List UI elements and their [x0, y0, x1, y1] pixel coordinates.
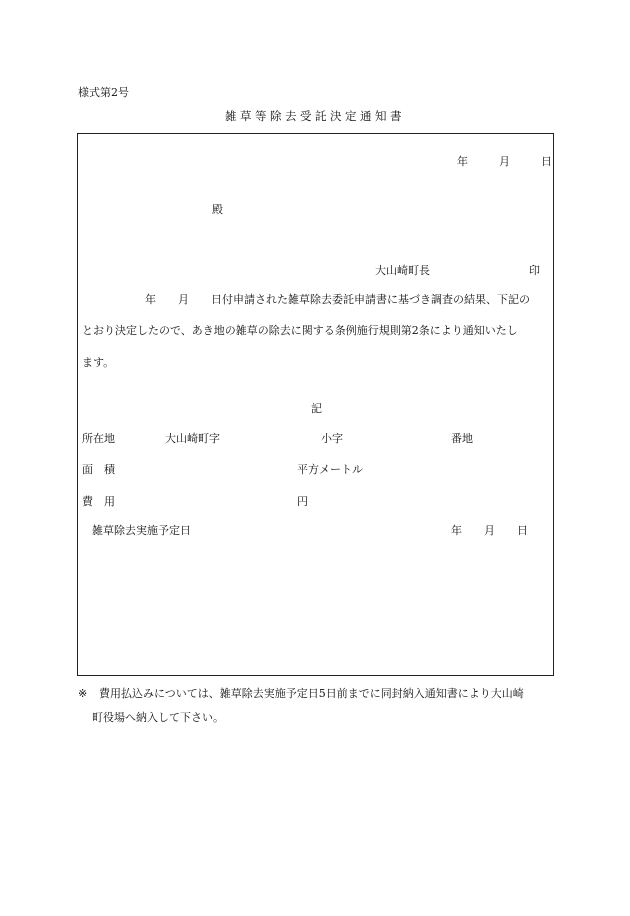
- issue-date-year: 年: [457, 155, 468, 168]
- location-koaza: 小字: [321, 432, 343, 445]
- location-banchi: 番地: [451, 432, 473, 445]
- body-text-line-2: とおり決定したので、あき地の雑草の除去に関する条例施行規則第2条により通知いたし: [82, 324, 518, 337]
- note-line-1: 費用払込みについては、雑草除去実施予定日5日前までに同封納入通知書により大山崎: [99, 687, 524, 700]
- form-number: 様式第2号: [78, 86, 129, 99]
- area-label: 面 積: [82, 463, 115, 476]
- issue-date-month: 月: [499, 155, 510, 168]
- issue-date: [457, 156, 552, 167]
- document-title: 雑草等除去受託決定通知書: [225, 109, 405, 123]
- note-line-2: 町役場へ納入して下さい。: [92, 711, 224, 724]
- schedule-date: 年 月 日: [451, 524, 528, 537]
- fee-unit: 円: [297, 495, 308, 508]
- mayor-label: 大山崎町長: [375, 264, 430, 277]
- body-text-line-3: ます。: [82, 356, 115, 369]
- location-label: 所在地: [82, 432, 115, 445]
- seal-label: 印: [529, 264, 540, 277]
- note-mark: ※: [78, 687, 88, 700]
- ki-heading: 記: [311, 402, 322, 415]
- fee-label: 費 用: [82, 495, 115, 508]
- area-unit: 平方メートル: [297, 463, 363, 476]
- schedule-label: 雑草除去実施予定日: [92, 524, 191, 537]
- issue-date-day: 日: [541, 155, 552, 168]
- addressee-suffix: 殿: [212, 203, 223, 216]
- location-town: 大山崎町字: [165, 432, 220, 445]
- body-text-line-1: 年 月 日付申請された雑草除去委託申請書に基づき調査の結果、下記の: [145, 293, 530, 306]
